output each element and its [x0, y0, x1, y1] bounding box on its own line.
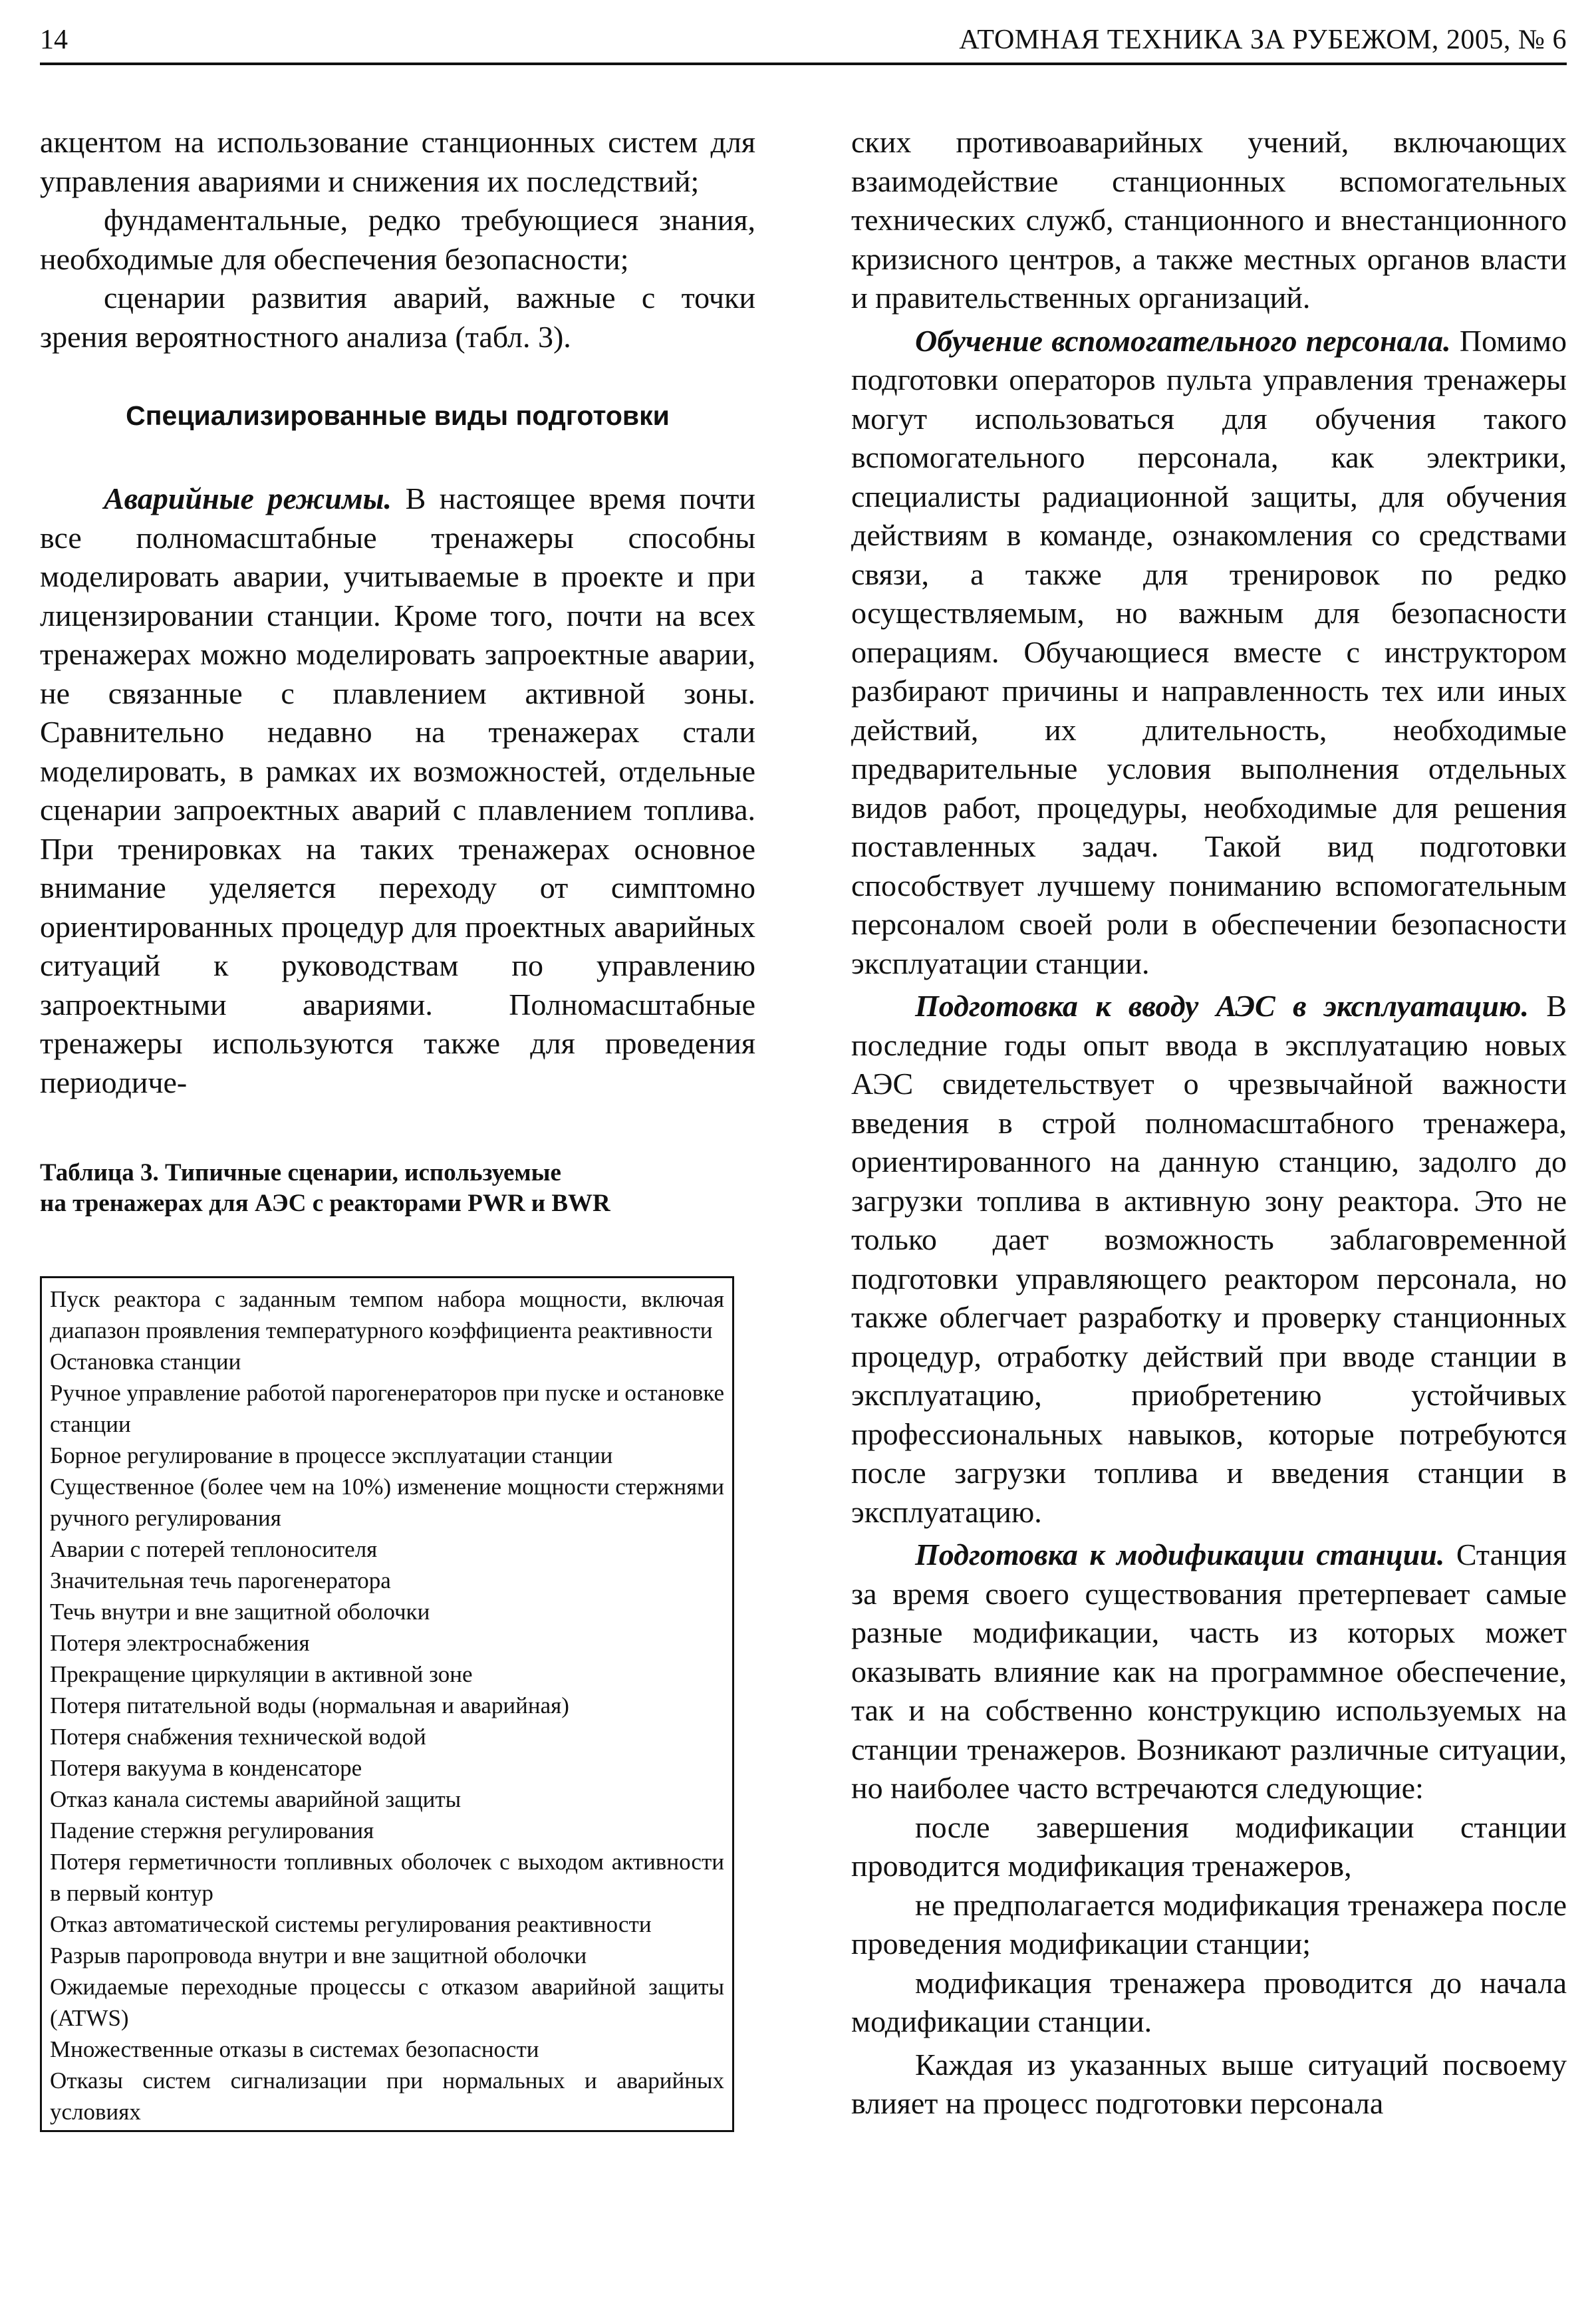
table-row: Значительная течь парогенератора [50, 1567, 391, 1593]
auxiliary-staff-paragraph [851, 322, 1567, 984]
modification-paragraph [851, 1536, 1567, 1808]
run-in-heading: Обучение вспомогательного персонала. [915, 323, 1451, 358]
table-row: Разрыв паропровода внутри и вне защитной оболочки [50, 1943, 587, 1968]
table-row: Падение стержня регулирования [50, 1818, 374, 1843]
run-in-heading: Аварийные режимы. [104, 481, 392, 515]
page-header [40, 19, 1567, 65]
table-row: Ожидаемые переходные процессы с отказом аварийной защиты (ATWS) [50, 1974, 724, 2031]
run-in-heading: Подготовка к модификации станции. [915, 1538, 1445, 1571]
table-row: Отказы систем сигнализации при нормальных и аварийных условиях [50, 2068, 724, 2125]
table-row: Течь внутри и вне защитной оболочки [50, 1599, 430, 1625]
table-row: Существенное (более чем на 10%) изменение мощности стержнями ручного регулирования [50, 1474, 724, 1531]
left-paragraph-1: акцентом на использование станционных систем для управления авариями и снижения их последствий; [40, 125, 755, 198]
table-row: Множественные отказы в системах безопасности [50, 2036, 539, 2062]
table-row: Остановка станции [50, 1349, 241, 1375]
page-number: 14 [40, 25, 68, 55]
paragraph-text: В настоящее время почти все полномасштабные тренажеры способны моделировать аварии, учитываемые в проекте и при лицензировании станции. Кроме того, почти на всех тренажерах можно моделировать запроектные аварии, не связанные с плавлением активной зоны. Сравнительно недавно на тренажерах стали моделировать, в рамках их возможностей, отдельные сценарии запроектных аварий с плавлением топлива. При тренировках на таких тренажерах основное внимание уделяется переходу от симптомно ориентированных процедур для проектных аварийных ситуаций к руководствам по управлению запроектными авариями. Полномасштабные тренажеры используются также для проведения периодиче- [40, 481, 755, 1099]
table-row: Потеря электроснабжения [50, 1630, 310, 1656]
table-caption-line: Таблица 3. Типичные сценарии, используемые [40, 1159, 561, 1186]
table-row: Пуск реактора с заданным темпом набора мощности, включая диапазон проявления температурного коэффициента реактивности [50, 1286, 724, 1343]
paragraph-text: Станция за время своего существования претерпевает самые разные модификации, часть из которых может оказывать влияние как на программное обеспечение, так и на собственно конструкцию используемых на станции тренажеров. Возникают различные ситуации, но наиболее часто встречаются следующие: [851, 1538, 1567, 1805]
paragraph-text: Помимо подготовки операторов пульта управления тренажеры могут использоваться для обучения такого вспомогательного персонала, как электрики, специалисты радиационной защиты, для обучения действиям в команде, ознакомления со средствами связи, а также для тренировок по редко осуществляемым, но важным для безопасности операциям. Обучающиеся вместе с инструктором разбирают причины и направленность тех или иных действий, их длительность, необходимые предварительные условия выполнения отдельных видов работ, процедуры, необходимые для решения поставленных задач. Такой вид подготовки способствует лучшему пониманию вспомогательным персоналом своей роли в обеспечении безопасности эксплуатации станции. [851, 323, 1567, 980]
right-column [851, 123, 1567, 2123]
left-paragraph-3: сценарии развития аварий, важные с точки зрения вероятностного анализа (табл. 3). [40, 281, 755, 354]
right-paragraph-1: ских противоаварийных учений, включающих взаимодействие станционных вспомогательных технических служб, станционного и внестанционного кризисного центров, а также местных органов власти и правительственных организаций. [851, 125, 1567, 315]
table-row: Отказ автоматической системы регулирования реактивности [50, 1911, 652, 1937]
table-row: Потеря питательной воды (нормальная и аварийная) [50, 1692, 569, 1718]
table-row: Потеря вакуума в конденсаторе [50, 1755, 362, 1781]
table-caption [40, 1158, 755, 1219]
scenario-table [40, 1276, 734, 2132]
list-item: не предполагается модификация тренажера после проведения модификации станции; [851, 1887, 1567, 1961]
table-row: Потеря герметичности топливных оболочек с выходом активности в первый контур [50, 1849, 724, 1906]
table-row: Борное регулирование в процессе эксплуатации станции [50, 1442, 613, 1468]
table-row: Отказ канала системы аварийной защиты [50, 1786, 462, 1812]
table-row: Прекращение циркуляции в активной зоне [50, 1661, 473, 1687]
run-in-heading: Подготовка к вводу АЭС в эксплуатацию. [915, 989, 1529, 1023]
section-title: Специализированные виды подготовки [126, 400, 670, 431]
paragraph-text: В последние годы опыт ввода в эксплуатацию новых АЭС свидетельствует о чрезвычайной важности введения в строй полномасштабного тренажера, ориентированного на данную станцию, задолго до загрузки топлива в активную зону реактора. Это не только дает возможность заблаговременной подготовки управляющего реактором персонала, но также облегчает разработку и проверку станционных процедур, отработку действий при вводе станции в эксплуатацию, приобретению устойчивых профессиональных навыков, которые потребуются после загрузки топлива и введения станции в эксплуатацию. [851, 989, 1567, 1529]
table-row: Потеря снабжения технической водой [50, 1724, 426, 1750]
left-paragraph-2: фундаментальные, редко требующиеся знания, необходимые для обеспечения безопасности; [40, 203, 755, 276]
table-row: Ручное управление работой парогенераторов при пуске и остановке станции [50, 1380, 724, 1437]
list-item: модификация тренажера проводится до начала модификации станции. [851, 1965, 1567, 2038]
table-caption-line: на тренажерах для АЭС с реакторами PWR и BWR [40, 1190, 610, 1217]
left-column [40, 123, 755, 2132]
emergency-modes-paragraph [40, 479, 755, 1102]
right-paragraph-last: Каждая из указанных выше ситуаций посвоему влияет на процесс подготовки персонала [851, 2047, 1567, 2120]
journal-title: АТОМНАЯ ТЕХНИКА ЗА РУБЕЖОМ, 2005, № 6 [959, 25, 1567, 55]
commissioning-paragraph [851, 987, 1567, 1532]
list-item: после завершения модификации станции проводится модификация тренажеров, [851, 1810, 1567, 1883]
table-row: Аварии с потерей теплоносителя [50, 1536, 378, 1562]
